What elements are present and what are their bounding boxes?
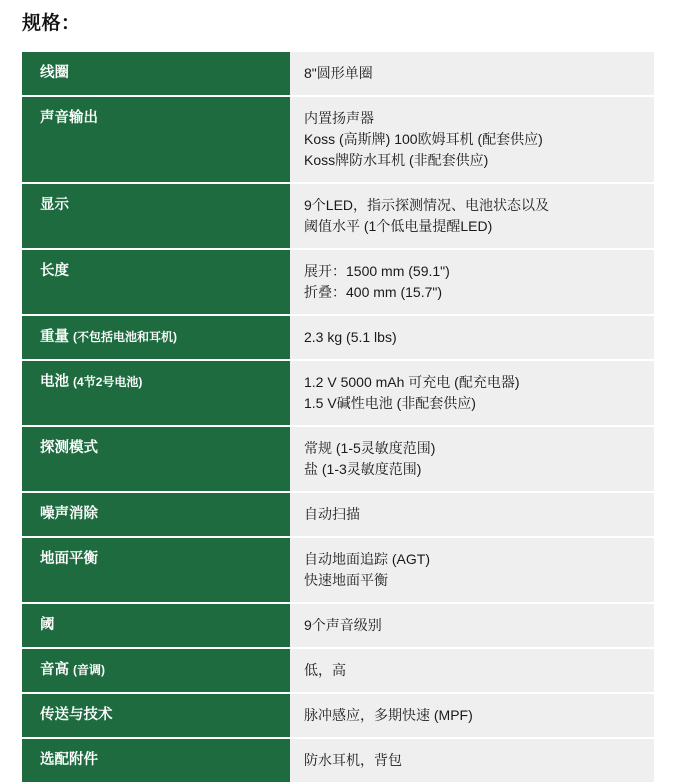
spec-value-cell bbox=[290, 603, 654, 648]
spec-label-cell bbox=[22, 183, 290, 249]
spec-value-line: 展开：1500 mm (59.1") bbox=[304, 263, 450, 280]
spec-value-line: 1.5 V碱性电池 (非配套供应) bbox=[304, 395, 476, 412]
spec-value-line: 脉冲感应，多期快速 (MPF) bbox=[304, 707, 473, 724]
spec-label-cell bbox=[22, 249, 290, 315]
page-title: 规格： bbox=[22, 13, 81, 34]
spec-label: 音高 bbox=[40, 662, 69, 679]
spec-label: 长度 bbox=[40, 263, 69, 280]
table-row bbox=[22, 183, 654, 249]
spec-label-note: (音调) bbox=[73, 663, 106, 678]
spec-value-line: Koss (高斯牌) 100欧姆耳机 (配套供应) bbox=[304, 131, 543, 148]
spec-label-cell bbox=[22, 52, 290, 96]
table-row bbox=[22, 249, 654, 315]
spec-label: 阈 bbox=[40, 617, 55, 634]
table-row bbox=[22, 360, 654, 426]
spec-label: 电池 bbox=[40, 374, 69, 391]
spec-value-line: 8"圆形单圈 bbox=[304, 65, 373, 81]
spec-value-cell bbox=[290, 96, 654, 183]
spec-label: 线圈 bbox=[40, 65, 69, 81]
spec-value-cell bbox=[290, 426, 654, 492]
spec-value-line: 常规 (1-5灵敏度范围) bbox=[304, 440, 436, 457]
spec-label: 显示 bbox=[40, 197, 69, 214]
spec-label-cell bbox=[22, 603, 290, 648]
spec-label-cell bbox=[22, 537, 290, 603]
table-row bbox=[22, 426, 654, 492]
spec-value-line: 盐 (1-3灵敏度范围) bbox=[304, 461, 422, 478]
spec-label-cell bbox=[22, 492, 290, 537]
spec-value-cell bbox=[290, 315, 654, 360]
spec-label: 重量 bbox=[40, 329, 69, 346]
spec-value-cell bbox=[290, 648, 654, 693]
spec-label-cell bbox=[22, 738, 290, 783]
spec-value-cell bbox=[290, 738, 654, 783]
table-row bbox=[22, 315, 654, 360]
spec-value-cell bbox=[290, 52, 654, 96]
spec-value-cell bbox=[290, 249, 654, 315]
table-row bbox=[22, 96, 654, 183]
specifications-table bbox=[22, 52, 654, 784]
table-row bbox=[22, 603, 654, 648]
spec-value-line: 自动扫描 bbox=[304, 506, 360, 523]
spec-value-cell bbox=[290, 693, 654, 738]
spec-value-line: 9个LED，指示探测情况、电池状态以及 bbox=[304, 197, 550, 214]
table-row bbox=[22, 492, 654, 537]
spec-label-cell bbox=[22, 693, 290, 738]
specifications-table-body bbox=[22, 52, 654, 783]
spec-value-line: 防水耳机，背包 bbox=[304, 752, 402, 769]
spec-label: 选配附件 bbox=[40, 752, 98, 769]
spec-label: 地面平衡 bbox=[40, 551, 98, 568]
spec-label-cell bbox=[22, 360, 290, 426]
spec-value-line: 低，高 bbox=[304, 662, 346, 679]
spec-label: 传送与技术 bbox=[40, 707, 113, 724]
spec-label: 探测模式 bbox=[40, 440, 98, 457]
table-row bbox=[22, 738, 654, 783]
spec-value-line: 自动地面追踪 (AGT) bbox=[304, 551, 430, 568]
spec-value-line: 2.3 kg (5.1 lbs) bbox=[304, 329, 397, 346]
spec-value-line: 快速地面平衡 bbox=[304, 572, 388, 589]
table-row bbox=[22, 648, 654, 693]
spec-label-cell bbox=[22, 315, 290, 360]
spec-label-cell bbox=[22, 96, 290, 183]
table-row bbox=[22, 537, 654, 603]
spec-value-cell bbox=[290, 537, 654, 603]
spec-label: 噪声消除 bbox=[40, 506, 98, 523]
spec-label: 声音输出 bbox=[40, 110, 98, 127]
spec-value-line: 阈值水平 (1个低电量提醒LED) bbox=[304, 218, 493, 235]
spec-label-note: (4节2号电池) bbox=[73, 375, 143, 390]
spec-value-cell bbox=[290, 183, 654, 249]
spec-value-line: 内置扬声器 bbox=[304, 110, 374, 127]
spec-value-cell bbox=[290, 492, 654, 537]
spec-label-cell bbox=[22, 426, 290, 492]
spec-value-cell bbox=[290, 360, 654, 426]
spec-label-note: (不包括电池和耳机) bbox=[73, 330, 178, 345]
spec-value-line: 1.2 V 5000 mAh 可充电 (配充电器) bbox=[304, 374, 520, 391]
spec-label-cell bbox=[22, 648, 290, 693]
table-row bbox=[22, 693, 654, 738]
spec-value-line: Koss牌防水耳机 (非配套供应) bbox=[304, 152, 489, 169]
table-row bbox=[22, 52, 654, 96]
spec-value-line: 折叠：400 mm (15.7") bbox=[304, 284, 443, 301]
spec-value-line: 9个声音级别 bbox=[304, 617, 382, 634]
